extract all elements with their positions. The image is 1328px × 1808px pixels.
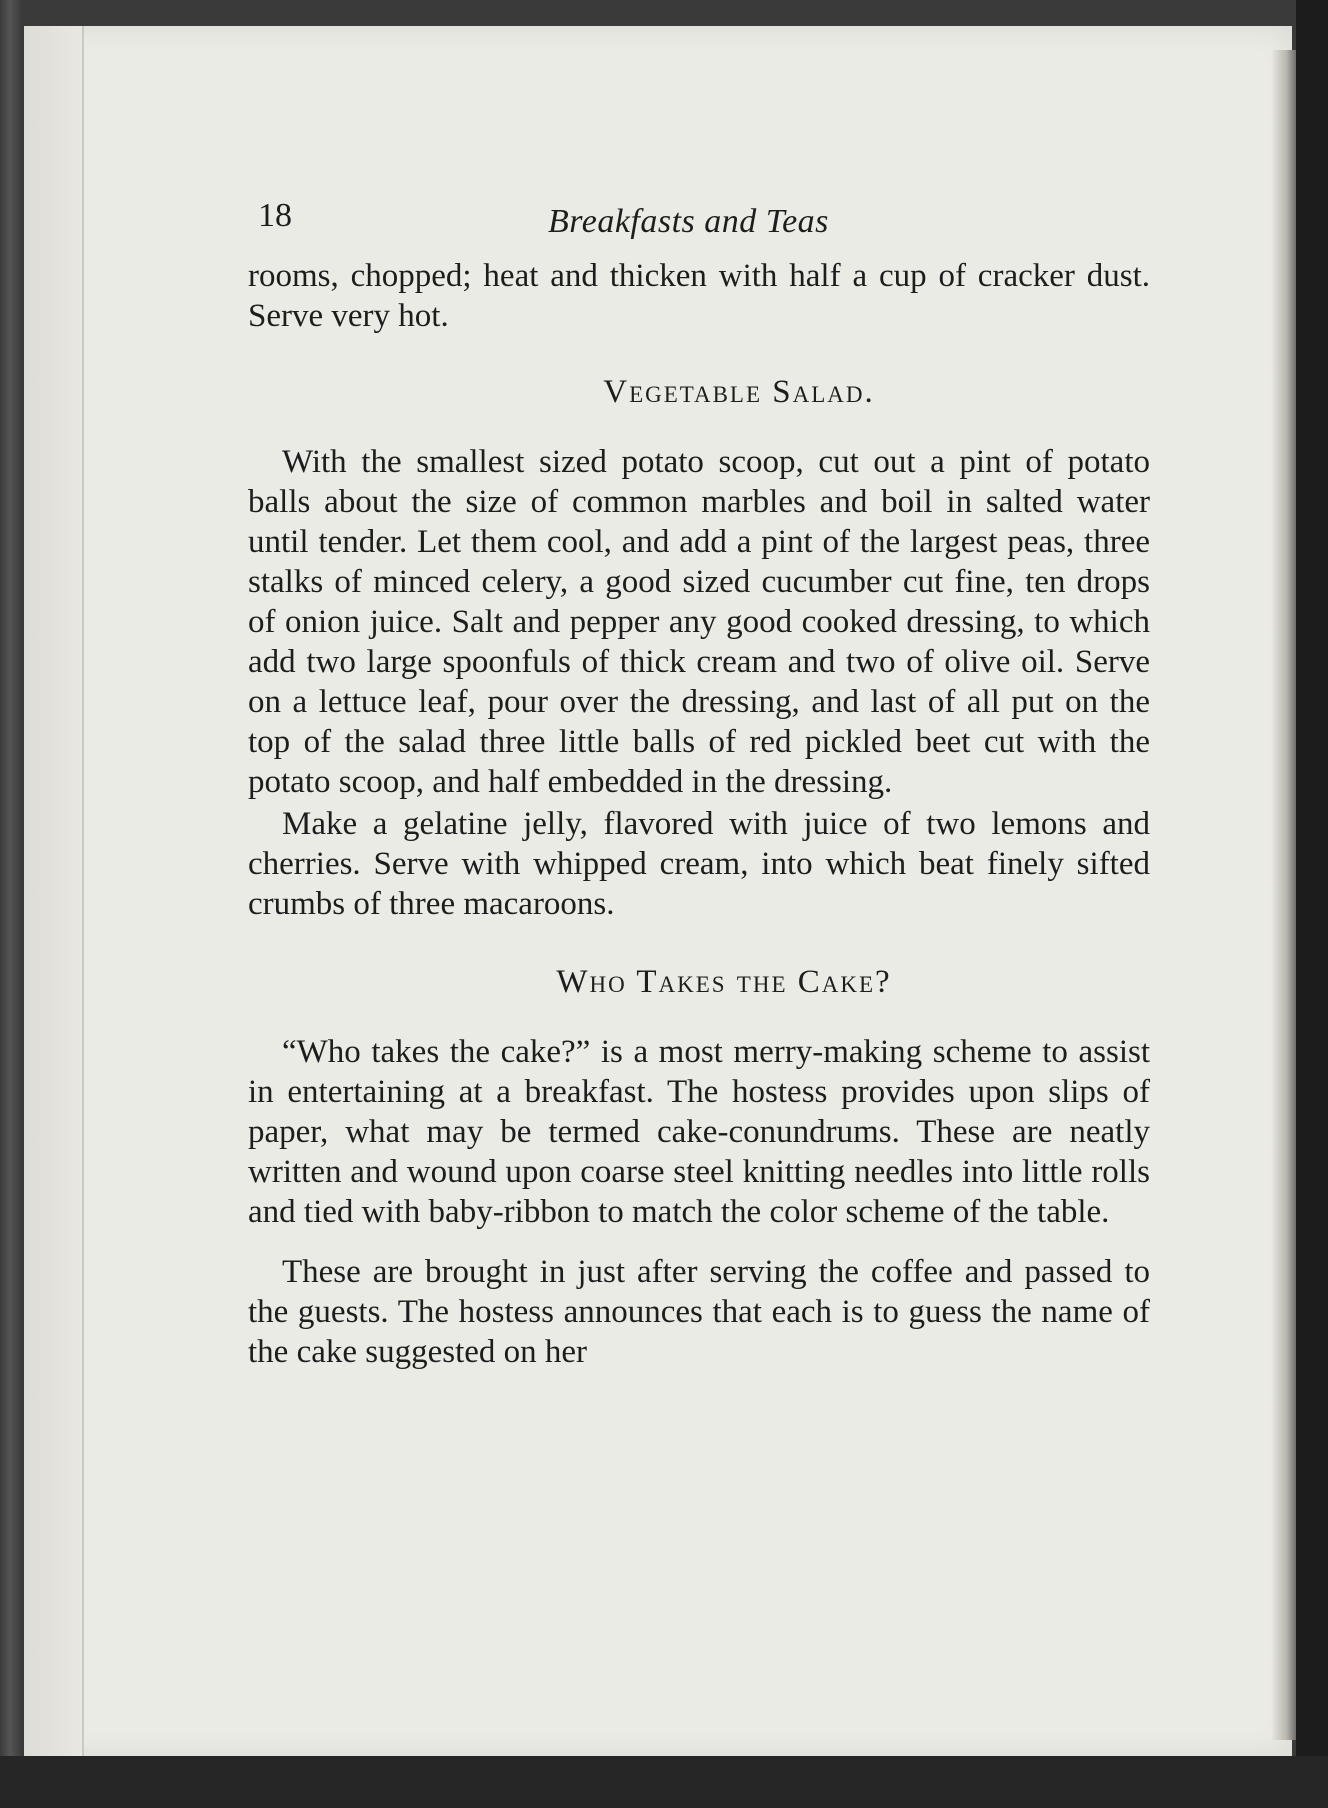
book-spine (1296, 0, 1328, 1808)
running-title: Breakfasts and Teas (548, 203, 829, 240)
paragraph: These are brought in just after serving the coffee and passed to the guests. The hostess announces that each is to guess the name of the cake suggested on her (248, 1254, 1150, 1370)
section-heading-who-takes-the-cake: Who Takes the Cake? (556, 964, 892, 1000)
continuation-paragraph: rooms, chopped; heat and thicken with half a cup of cracker dust. Serve very hot. (248, 258, 1150, 334)
paragraph: “Who takes the cake?” is a most merry-making scheme to assist in entertaining at a breakfast. The hostess provides upon slips of paper, what may be termed cake-conundrums. These are neatly written and wound upon coarse steel knitting needles into little rolls and tied with baby-ribbon to match the color scheme of the table. (248, 1034, 1150, 1230)
paragraph: Make a gelatine jelly, flavored with juice of two lemons and cherries. Serve with whipped cream, into which beat finely sifted crumbs of three macaroons. (248, 806, 1150, 922)
paragraph: With the smallest sized potato scoop, cut out a pint of potato balls about the size of common marbles and boil in salted water until tender. Let them cool, and add a pint of the largest peas, three stalks of minced celery, a good sized cucumber cut fine, ten drops of onion juice. Salt and pepper any good cooked dressing, to which add two large spoonfuls of thick cream and two of olive oil. Serve on a lettuce leaf, pour over the dressing, and last of all put on the top of the salad three little balls of red pickled beet cut with the potato scoop, and half embedded in the dressing. (248, 444, 1150, 800)
text-column (248, 196, 1150, 1372)
page-number: 18 (258, 197, 292, 234)
page-fore-edge (1272, 50, 1296, 1740)
page-header (248, 196, 1150, 256)
page-inner-margin (24, 26, 84, 1756)
section-heading-vegetable-salad: Vegetable Salad. (603, 374, 875, 410)
scan-bottom-band (0, 1756, 1328, 1808)
